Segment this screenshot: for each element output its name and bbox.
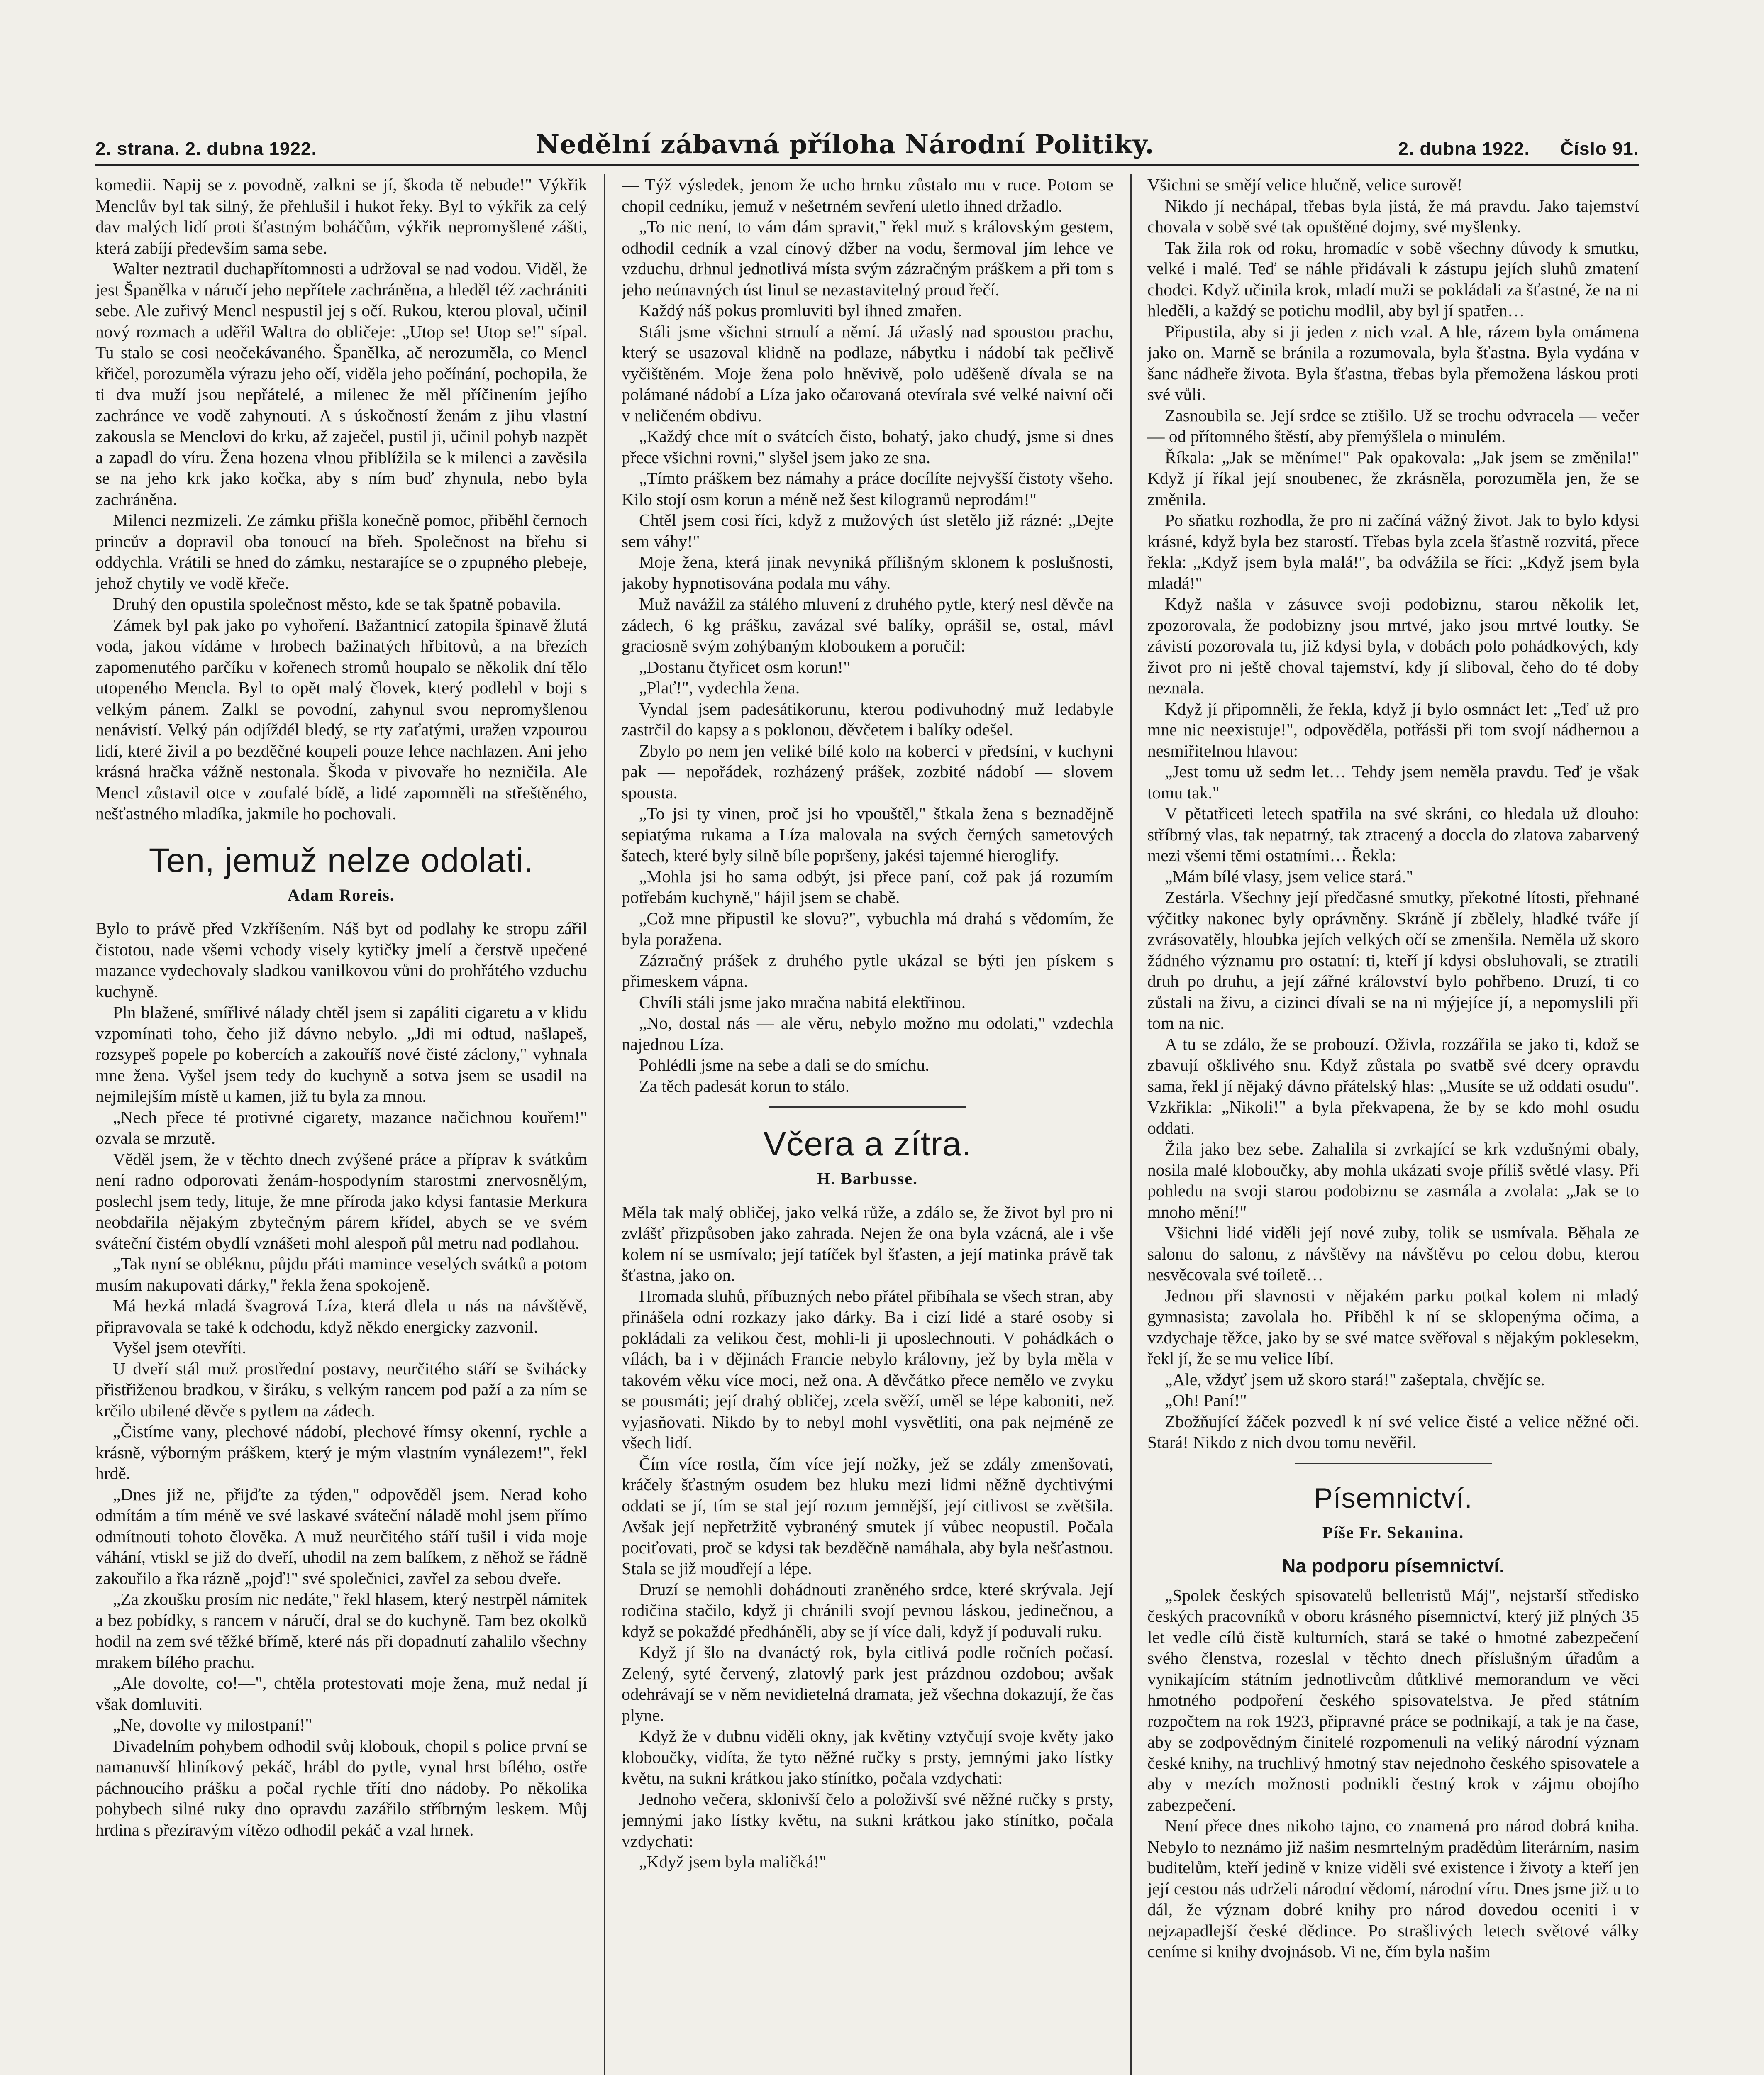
paragraph: komedii. Napij se z povodně, zalkni se jí, škoda tě nebude!" Výkřik Menclův byl tak silný, že přehlušil i hukot řeky. Byl to výkřik za celý dav malých lidí proti šťastným boháčům, výkřik nepromyšlené zášti, která zabíjí především sama sebe.	[95, 175, 587, 257]
paragraph: Říkala: „Jak se měníme!" Pak opakovala: „Jak jsem se změnila!" Když jí říkal její snoubenec, že zkrásněla, porozuměla jen, že se změnila.	[1147, 447, 1639, 509]
paragraph: A tu se zdálo, že se probouzí. Oživla, rozzářila se jako ti, kdož se zbavují ošklivého snu. Když zůstala po svatbě své dcery opravdu sama, řekl jí nějaký dávno přátelský hlas: „Musíte se už oddati osudu". Vzkřikla: „Nikoli!" a byla překvapena, že by se kdo mohl osudu oddati.	[1147, 1034, 1639, 1138]
paragraph: „Za zkoušku prosím nic nedáte," řekl hlasem, který nestrpěl námitek a bez pobídky, s rancem v náručí, dral se do kuchyně. Tam bez okolků hodil na zem své těžké břímě, které nás při dopadnutí zahalilo všechny mrakem bílého prachu.	[95, 1589, 587, 1672]
paragraph: „Tak nyní se obléknu, půjdu přáti mamince veselých svátků a potom musím nakupovati dárky," řekla žena spokojeně.	[95, 1254, 587, 1294]
paragraph: „Když jsem byla maličká!"	[639, 1852, 827, 1871]
paragraph: Zasnoubila se. Její srdce se ztišilo. Už se trochu odvracela — večer — od přítomného štěstí, aby přemýšlela o minulém.	[1147, 405, 1639, 446]
story-author: H. Barbusse.	[817, 1169, 918, 1188]
paragraph: „Mohla jsi ho sama odbýt, jsi přece paní, což pak já rozumím potřebám kuchyně," hájil jsem se chabě.	[622, 867, 1113, 907]
paragraph: Tak žila rok od roku, hromadíc v sobě všechny důvody k smutku, velké i malé. Teď se náhle přidávali k zástupu jejích sluhů zmatení chodci. Když učinila krok, mladí muži se pokládali za šťastné, že na ni hleděli, a každý se potichu modlil, aby byl jí spatřen…	[1147, 238, 1639, 320]
paragraph: Pohlédli jsme na sebe a dali se do smíchu.	[639, 1055, 930, 1074]
paragraph: Věděl jsem, že v těchto dnech zvýšené práce a příprav k svátkům není radno odporovati ženám-hospodyním starostmi znervosnělým, poslechl jsem tedy, lituje, že mne příroda jako kdysi fantasie Merkura neobdařila nějakým zbytečným párem křídel, abych se ve svém sváteční čistém obydlí vznášeti mohl alespoň půl metru nad podlahou.	[95, 1149, 587, 1252]
paragraph: „No, dostal nás — ale věru, nebylo možno mu odolati," vzdechla najednou Líza.	[622, 1013, 1113, 1054]
paragraph: Zámek byl pak jako po vyhoření. Bažantnicí zatopila špinavě žlutá voda, jakou vídáme v hrobech bažinatých hřbitovů, a na březích zapomenutého parčíku v kořenech stromů houpalo se několik dní tělo utopeného Mencla. Byl to opět malý človek, který podlehl v boji s velkým pánem. Zalkl se povodní, zahynul svou nepromyšlenou nenávistí. Velký pán odjíždél bledý, se rty zaťatými, uražen vzpourou lidí, které živil a po bezděčné koupeli pouze lehce nachlazen. Ani jeho krásná hračka vážně nestonala. Škoda v pivovaře ho nezničila. Ale Mencl zůstavil otce v zoufalé bídě, a lidé zapomněli na střeštěného, nešťastného mladíka, jakmile ho pochovali.	[95, 615, 587, 823]
paragraph: Žila jako bez sebe. Zahalila si zvrkající se krk vzdušnými obaly, nosila malé kloboučky, aby mohla ukázati svoje příliš světlé vlasy. Při pohledu na svoji starou podobiznu se zasmála a zvolala: „Jak se to mnoho mění!"	[1147, 1139, 1639, 1221]
paragraph: V pětatřiceti letech spatřila na své skráni, co hledala už dlouho: stříbrný vlas, tak nepatrný, tak ztracený a doccla do zlatova zabarvený mezi všemi těmi ostatními… Řekla:	[1147, 804, 1639, 865]
paragraph: Není přece dnes nikoho tajno, co znamená pro národ dobrá kniha. Nebylo to neznámo již našim nesmrtelným pradědům literárním, nasim buditelům, kteří jedině v knize viděli své existence i životy a kteří jen její cestou nás udrželi národní vědomí, národní víru. Dnes jsme již u to dál, že význam dobré knihy pro národ dovedou oceniti i v nejzapadlejší české dědince. Po strašlivých letech světové války ceníme si knihy dvojnásob. Vi ne, čím byla našim	[1147, 1816, 1639, 1961]
paragraph: Druzí se nemohli dohádnouti zraněného srdce, které skrývala. Její rodičina stačilo, když ji chránili svojí pevnou láskou, jedinečnou, a když se pokaždé předháněli, aby se jí více dali, když jí poduvali ruku.	[622, 1579, 1113, 1641]
paragraph: „Nech přece té protivné cigarety, mazance načichnou kouřem!" ozvala se mrzutě.	[95, 1107, 587, 1147]
paragraph: „To jsi ty vinen, proč jsi ho vpouštěl," štkala žena s beznadějně sepiatýma rukama a Líza malovala na svých černých sametových šatech, které byly silně bíle popršeny, jakési tajemné hieroglify.	[622, 804, 1113, 865]
paragraph: „Ale, vždyť jsem už skoro stará!" zašeptala, chvějíc se.	[1165, 1370, 1545, 1389]
paragraph: „Oh! Paní!"	[1165, 1391, 1247, 1410]
paragraph: „To nic není, to vám dám spravit," řekl muž s královským gestem, odhodil cedník a vzal cínový džber na vodu, šermoval jím lehce ve vzduchu, drhnul jednotlivá místa svým zázračným práškem a při tom s jeho neúnavných úst linul se nezastavitelný proud řečí.	[622, 217, 1113, 299]
paragraph: Když našla v zásuvce svoji podobiznu, starou několik let, zpozorovala, že podobizny jsou mrtvé, jako jsou mrtvé loutky. Se závistí pozorovala tu, již kdysi byla, v dobách polo pohádkových, kdy život pro ni ještě choval tajemství, kdy jí sliboval, čeho do té doby neznala.	[1147, 594, 1639, 697]
section-rule	[1295, 1463, 1492, 1464]
header-page-date: 2. strana. 2. dubna 1922.	[95, 139, 317, 159]
paragraph: „Tímto práškem bez námahy a práce docílíte nejvyšší čistoty všeho. Kilo stojí osm korun a méně než šest kilogramů neprodám!"	[622, 469, 1113, 509]
paragraph: Čím více rostla, čím více její nožky, jež se zdály zmenšovati, kráčely šťastným osudem bez hluku mezi lidmi něžně dychtivými oddati se jí, tím se stal její rozum jemnější, její citlivost se zvětšila. Avšak její nepřetržitě vybranéný smutek jí vůbec neopustil. Počala pociťovati, proč se kdysi tak bezděčně namáhala, aby byla nešťastnou. Stala se již moudřejí a lépe.	[622, 1454, 1113, 1578]
header-right-date: 2. dubna 1922.	[1398, 139, 1530, 159]
paragraph: — Týž výsledek, jenom že ucho hrnku zůstalo mu v ruce. Potom se chopil cedníku, jemuž v nešetrném sevření uletlo ihned držadlo.	[622, 175, 1113, 215]
paragraph: Zázračný prášek z druhého pytle ukázal se býti jen pískem s přimeskem vápna.	[622, 950, 1113, 991]
story-title: Včera a zítra.	[763, 1125, 972, 1163]
paragraph: Zestárla. Všechny její předčasné smutky, překotné lítosti, přehnané výčitky nakonec byly oprávněny. Skráně jí zbělely, hladké tváře jí zvrásovatěly, hloubka jejích velkých očí se zmenšila. Neměla už skoro žádného významu pro ostatní: ti, kteří jí kdysi obsluhovali, se ztratili druh po druhu, a její zářné království bylo pohřbeno. Druzí, ti co zůstali na živu, a cizinci dívali se na ni mýjejíce jí, a nepomyslili při tom na nic.	[1147, 888, 1639, 1033]
paragraph: „Ale dovolte, co!—", chtěla protestovati moje žena, muž nedal jí však domluviti.	[95, 1673, 587, 1714]
paragraph: Každý náš pokus promluviti byl ihned zmařen.	[639, 301, 962, 320]
paragraph: „Dostanu čtyřicet osm korun!"	[639, 657, 851, 676]
paragraph: Když jí připomněli, že řekla, když jí bylo osmnáct let: „Teď už pro mne nic neexistuje!", odpověděla, potřásši při tom svojí nádhernou a nesmiřitelnou hlavou:	[1147, 699, 1639, 760]
paragraph: Moje žena, která jinak nevyniká přílišným sklonem k poslušnosti, jakoby hypnotisována podala mu váhy.	[622, 552, 1113, 593]
paragraph: „Jest tomu už sedm let… Tehdy jsem neměla pravdu. Teď je však tomu tak."	[1147, 762, 1639, 802]
paragraph: „Dnes již ne, přijďte za týden," odpověděl jsem. Nerad koho odmítám a tím méně ve své laskavé sváteční náladě mohl jsem přímo odmítnouti tohoto člověka. A muž neurčitého stáří tušil i vida moje váhání, vtiskl se již do dveří, uhodil na zem balíkem, z něhož se řádně zakouřilo a řka rázně „pojď!" své společnici, zavřel za sebou dveře.	[95, 1484, 587, 1588]
paragraph: Walter neztratil duchapřítomnosti a udržoval se nad vodou. Viděl, že jest Španělka v náručí jeho nepřítele zachráněna, a hleděl též zachrániti sebe. Ale zuřivý Mencl nespustil jej s očí. Rukou, kterou ploval, učinil nový rozmach a uděřil Waltra do obličeje: „Utop se! Utop se!" sípal. Tu stalo se cosi neočekávaného. Španělka, ač nerozuměla, co Mencl křičel, porozuměla výrazu jeho očí, viděla jeho počínání, pochopila, že ti dva muží jsou nepřátelé, a milenec že měl příčinením jejího zachránce ve vodě zahynouti. A s úskočností ženám z jihu vlastní zakousla se Menclovi do krku, až zaječel, pustil ji, učinil pohyb nazpět a zapadl do víru. Žena hozena vlnou přiblížila se k milenci a zavěsila se na jeho krk jako kočka, aby s ním buď zhynula, nebo byla zachráněna.	[95, 259, 587, 509]
header-masthead: Nedělní zábavná příloha Národní Politiky.	[536, 129, 1154, 159]
paragraph: Druhý den opustila společnost město, kde se tak špatně pobavila.	[113, 594, 561, 613]
paragraph: „Plať!", vydechla žena.	[639, 678, 800, 697]
paragraph: U dveří stál muž prostřední postavy, neurčitého stáří se švihácky přistřiženou bradkou, v širáku, s velkým rancem pod paží a za ním se krčilo ubilené děvče s pytlem na zádech.	[95, 1359, 587, 1420]
paragraph: Měla tak malý obličej, jako velká růže, a zdálo se, že život byl pro ni zvlášť přizpůsoben jako zahrada. Nejen že ona byla vzácná, ale i vše kolem ní se usmívalo; její tatíček byl šťasten, a její matinka právě tak šťastna, jako on.	[622, 1202, 1113, 1284]
section-author: Píše Fr. Sekanina.	[1322, 1523, 1464, 1542]
story-title: Ten, jemuž nelze odolati.	[149, 841, 534, 879]
paragraph: Vyšel jsem otevříti.	[113, 1338, 246, 1357]
section-subhead: Na podporu písemnictví.	[1282, 1555, 1505, 1577]
paragraph: Chvíli stáli jsme jako mračna nabitá elektřinou.	[639, 992, 966, 1012]
paragraph: Nikdo jí nechápal, třebas byla jistá, že má pravdu. Jako tajemství chovala v sobě své tak opuštěné dojmy, své myšlenky.	[1147, 196, 1639, 236]
paragraph: Bylo to právě před Vzkříšením. Náš byt od podlahy ke stropu zářil čistotou, nade všemi vchody visely kytičky jmelí a čerstvě upečené mazance vydechovaly sladkou vanilkovou vůni do prohřátého vzduchu kuchyně.	[95, 919, 587, 1001]
column-divider	[604, 174, 605, 2075]
section-rule	[769, 1106, 966, 1108]
paragraph: Hromada sluhů, příbuzných nebo přátel přibíhala se všech stran, aby přinášela odní rozkazy jako dárky. Ba i cizí lidé a staré osoby si pokládali za velikou čest, mohli-li ji uposlechnouti. V pohádkách o vílách, ba i v dějinách Francie nebylo královny, jež by byla měla v takovém věku více moci, než ona. A děvčátko přece nemělo ve zvyku se pousmáti; její drahý obličej, zcela svěží, uměl se lépe kaboniti, než vyjasňovati. Nikdo by to nebyl mohl vysvětliti, ona pak nejméně ze všech lidí.	[622, 1286, 1113, 1452]
paragraph: Milenci nezmizeli. Ze zámku přišla konečně pomoc, přiběhl černoch princův a dopravil oba tonoucí na břeh. Společnost na břehu si oddychla. Vrátili se hned do zámku, nestarajíce se o zpupného plebeje, jehož chytily ve vodě křeče.	[95, 510, 587, 593]
paragraph: Všichni se smějí velice hlučně, velice surově!	[1147, 175, 1463, 194]
paragraph: „Každý chce mít o svátcích čisto, bohatý, jako chudý, jsme si dnes přece všichni rovni," slyšel jsem jako ze sna.	[622, 427, 1113, 467]
column-3	[1147, 174, 1639, 2075]
paragraph: Jednoho večera, sklonivší čelo a položivší své něžné ručky s prsty, jemnými jako lístky květu, na sukni krátkou jako stínítko, počala vzdychati:	[622, 1789, 1113, 1850]
paragraph: Všichni lidé viděli její nové zuby, tolik se usmívala. Běhala ze salonu do salonu, z návštěvy na návštěvu po celou dobu, kterou nesvěcovala své toiletě…	[1147, 1223, 1639, 1284]
newspaper-page	[95, 120, 1639, 2075]
paragraph: „Spolek českých spisovatelů belletristů Máj", nejstarší středisko českých pracovníků v oboru krásného písemnictví, který již plných 35 let vedle cílů čistě kulturních, stará se také o hmotné zabezpečení svého členstva, rozeslal v těchto dnech příslušným úřadům a vynikajícím státním jednotlivcům důtklivé memorandum ve věci hmotného podpoření českého spisovatelstva. Je před státním rozpočtem na rok 1923, připravné práce se podnikají, a tak je na čase, aby se zodpovědným činitelé rozpomenuli na veliký národní význam české knihy, na truchlivý hmotný stav nejednoho českého spisovatele a aby v mezích možnosti podnikli čestný krok v zájmu obojího zabezpečení.	[1147, 1585, 1639, 1814]
paragraph: Pln blažené, smířlivé nálady chtěl jsem si zapáliti cigaretu a v klidu vzpomínati toho, čeho již dávno nebylo. „Jdi mi odtud, našlapeš, rozsypeš popele po kobercích a zakouříš nové čisté záclony," vyhnala mne žena. Vyšel jsem tedy do kuchyně a sotva jsem se usadil na nejmilejším místě u kamen, již tu byla za mnou.	[95, 1003, 587, 1106]
paragraph: „Čistíme vany, plechové nádobí, plechové římsy okenní, rychle a krásně, výborným práškem, který je mým vlastním vynálezem!", řekl hrdě.	[95, 1422, 587, 1483]
paragraph: Stáli jsme všichni strnulí a němí. Já užaslý nad spoustou prachu, který se usazoval klidně na podlaze, nábytku i nádobí tak pečlivě vyčištěném. Moje žena polo hněvivě, polo uděšeně dívala se na polámané nádobí a Líza jako očarovaná otevírala své velké naivní oči v neličeném obdivu.	[622, 322, 1113, 425]
column-2	[622, 174, 1113, 2075]
header-issue-number: Číslo 91.	[1560, 139, 1639, 159]
paragraph: Vyndal jsem padesátikorunu, kterou podivuhodný muž ledabyle zastrčil do kapsy a s poklonou, děvčetem i balíky odešel.	[622, 699, 1113, 739]
paragraph: Muž navážil za stálého mluvení z druhého pytle, který nesl děvče na zádech, 6 kg prášku, zavázal své balíky, oprášil se, ostal, mávl graciosně svým zohýbaným kloboukem a poručil:	[622, 594, 1113, 655]
column-divider	[1130, 174, 1132, 2075]
paragraph: Divadelním pohybem odhodil svůj klobouk, chopil s police první se namanuvší hliníkový pekáč, hrábl do pytle, vynal hrst bílého, ostře páchnoucího prášku a počal rychle třítí dno nádoby. Po několika pohybech silné ruky dno opravdu zazářilo stříbrným leskem. Můj hrdina s přezíravým vítězo odhodil pekáč a vzal hrnek.	[95, 1736, 587, 1839]
paragraph: „Mám bílé vlasy, jsem velice stará."	[1165, 867, 1413, 886]
header-right	[1374, 139, 1639, 159]
paragraph: Za těch padesát korun to stálo.	[639, 1076, 850, 1096]
paragraph: Má hezká mladá švagrová Líza, která dlela u nás na návštěvě, připravovala se také k odchodu, když někdo energicky zazvonil.	[95, 1296, 587, 1336]
paragraph: Po sňatku rozhodla, že pro ni začíná vážný život. Jak to bylo kdysi krásné, když byla bez starostí. Třebas byla zcela šťastně rozvitá, přece řekla: „Když jsem byla malá!", ba odvážila se říci: „Když jsem byla mladá!"	[1147, 510, 1639, 593]
paragraph: Když jí šlo na dvanáctý rok, byla citlivá podle ročních počasí. Zelený, syté červený, zlatovlý park jest prázdnou ozdobou; avšak odehrávají se v něm nevidietelná dramata, jež všechna dokazují, že čas plyne.	[622, 1643, 1113, 1725]
paragraph: Chtěl jsem cosi říci, když z mužových úst sletělo již rázné: „Dejte sem váhy!"	[622, 510, 1113, 551]
paragraph: Připustila, aby si ji jeden z nich vzal. A hle, rázem byla omámena jako on. Marně se bránila a rozumovala, byla šťastna. Byla vydána v šanc nádheře života. Byla šťastna, třebas byla přemožena láskou proti své vůli.	[1147, 322, 1639, 404]
paragraph: „Což mne připustil ke slovu?", vybuchla má drahá s vědomím, že byla poražena.	[622, 908, 1113, 949]
section-title: Písemnictví.	[1314, 1482, 1473, 1514]
paragraph: „Ne, dovolte vy milostpaní!"	[113, 1715, 312, 1734]
paragraph: Zbylo po nem jen veliké bílé kolo na koberci v předsíni, v kuchyni pak — nepořádek, rozházený prášek, zozbité nádobí — slovem spousta.	[622, 741, 1113, 802]
story-author: Adam Roreis.	[288, 885, 395, 904]
paragraph: Jednou při slavnosti v nějakém parku potkal kolem ni mladý gymnasista; zavolala ho. Přiběhl k ní se sklopenýma očima, a vzdychaje těžce, jako by se své matce svěřoval s nějakým poklesekm, řekl jí, že se mu velice líbí.	[1147, 1286, 1639, 1368]
paragraph: Když že v dubnu viděli okny, jak květiny vztyčují svoje květy jako kloboučky, vidíta, že tyto něžné ručky s prsty, jemnými jako lístky květu, na sukni krátkou jako stínítko, počala vzdychati:	[622, 1726, 1113, 1787]
paragraph: Zbožňující žáček pozvedl k ní své velice čisté a velice něžné oči. Stará! Nikdo z nich dvou tomu nevěřil.	[1147, 1411, 1639, 1452]
column-1	[95, 174, 587, 2075]
page-header	[95, 120, 1639, 166]
